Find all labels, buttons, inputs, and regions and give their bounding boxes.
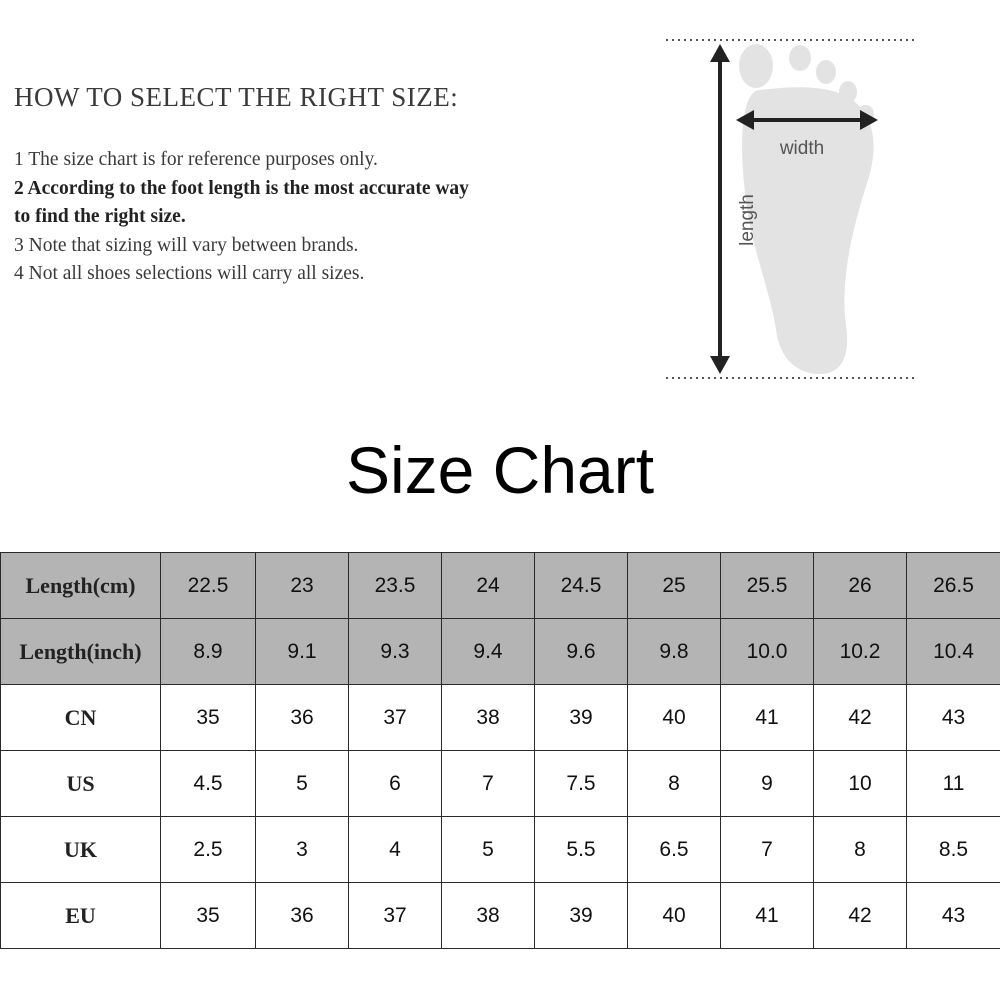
length-arrow-icon — [710, 44, 730, 374]
table-cell: 41 — [721, 685, 814, 751]
table-cell: 4.5 — [161, 751, 256, 817]
table-cell: 7.5 — [535, 751, 628, 817]
table-cell: 43 — [907, 685, 1000, 751]
size-table — [0, 552, 1000, 949]
row-label: US — [1, 751, 161, 817]
table-cell: 35 — [161, 685, 256, 751]
table-cell: 37 — [349, 685, 442, 751]
table-cell: 8.5 — [907, 817, 1000, 883]
table-cell: 39 — [535, 685, 628, 751]
row-label: Length(inch) — [1, 619, 161, 685]
table-cell: 11 — [907, 751, 1000, 817]
tip-1: 1 The size chart is for reference purposes only. — [14, 149, 378, 170]
table-cell: 9.6 — [535, 619, 628, 685]
foot-measurement-diagram — [660, 30, 920, 390]
table-cell: 10.2 — [814, 619, 907, 685]
table-cell: 40 — [628, 883, 721, 949]
table-cell: 8 — [814, 817, 907, 883]
table-cell: 26.5 — [907, 553, 1000, 619]
table-cell: 10.0 — [721, 619, 814, 685]
table-cell: 42 — [814, 883, 907, 949]
table-cell: 36 — [256, 685, 349, 751]
table-cell: 25 — [628, 553, 721, 619]
table-cell: 39 — [535, 883, 628, 949]
table-cell: 25.5 — [721, 553, 814, 619]
row-label: UK — [1, 817, 161, 883]
table-cell: 9.1 — [256, 619, 349, 685]
table-cell: 5.5 — [535, 817, 628, 883]
table-cell: 7 — [442, 751, 535, 817]
table-cell: 36 — [256, 883, 349, 949]
table-cell: 9 — [721, 751, 814, 817]
table-cell: 24.5 — [535, 553, 628, 619]
table-cell: 23.5 — [349, 553, 442, 619]
table-cell: 24 — [442, 553, 535, 619]
table-row — [1, 751, 1000, 817]
row-label: CN — [1, 685, 161, 751]
table-cell: 10.4 — [907, 619, 1000, 685]
table-cell: 35 — [161, 883, 256, 949]
table-cell: 8.9 — [161, 619, 256, 685]
table-cell: 42 — [814, 685, 907, 751]
table-cell: 3 — [256, 817, 349, 883]
tip-3: 3 Note that sizing will vary between brands. — [14, 234, 359, 256]
table-cell: 26 — [814, 553, 907, 619]
chart-title: Size Chart — [345, 433, 655, 507]
table-cell: 5 — [442, 817, 535, 883]
table-cell: 9.3 — [349, 619, 442, 685]
table-cell: 7 — [721, 817, 814, 883]
table-cell: 6.5 — [628, 817, 721, 883]
table-cell: 5 — [256, 751, 349, 817]
guide-tips — [14, 146, 484, 289]
row-label: EU — [1, 883, 161, 949]
table-cell: 6 — [349, 751, 442, 817]
table-cell: 43 — [907, 883, 1000, 949]
tip-4: 4 Not all shoes selections will carry all sizes. — [14, 263, 365, 284]
table-cell: 23 — [256, 553, 349, 619]
table-cell: 9.4 — [442, 619, 535, 685]
tip-2: 2 According to the foot length is the most accurate way to find the right size. — [14, 177, 469, 227]
table-cell: 22.5 — [161, 553, 256, 619]
table-cell: 38 — [442, 685, 535, 751]
table-cell: 38 — [442, 883, 535, 949]
table-row — [1, 883, 1000, 949]
guide-heading: HOW TO SELECT THE RIGHT SIZE: — [14, 82, 459, 112]
foot-silhouette-icon — [739, 44, 874, 374]
table-cell: 37 — [349, 883, 442, 949]
length-label: length — [737, 194, 758, 246]
table-cell: 41 — [721, 883, 814, 949]
table-cell: 40 — [628, 685, 721, 751]
width-label: width — [779, 138, 825, 159]
table-cell: 4 — [349, 817, 442, 883]
table-row — [1, 817, 1000, 883]
table-row — [1, 553, 1000, 619]
table-cell: 9.8 — [628, 619, 721, 685]
table-cell: 8 — [628, 751, 721, 817]
table-cell: 10 — [814, 751, 907, 817]
table-cell: 2.5 — [161, 817, 256, 883]
row-label: Length(cm) — [1, 553, 161, 619]
table-row — [1, 619, 1000, 685]
table-row — [1, 685, 1000, 751]
